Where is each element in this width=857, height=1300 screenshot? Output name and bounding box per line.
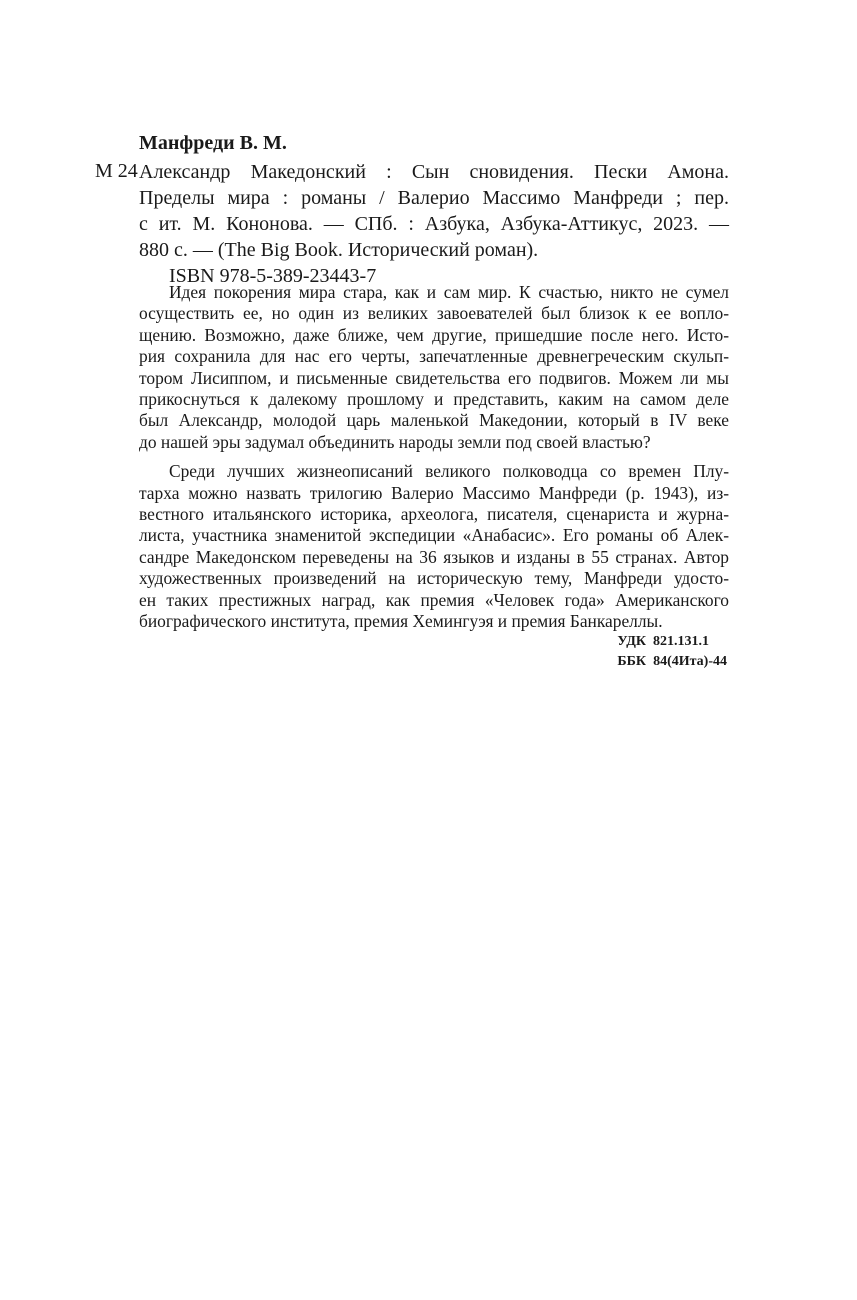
annotation-line: щению. Возможно, даже ближе, чем другие, пришедшие после него. Исто- — [139, 324, 729, 345]
paragraph-gap — [139, 453, 729, 461]
catalog-code: М 24 — [95, 160, 138, 182]
udk-code: УДК 821.131.1 — [617, 634, 710, 649]
title-line: 880 с. — (The Big Book. Исторический роман). — [139, 239, 539, 261]
annotation-line: Идея покорения мира стара, как и сам мир. К счастью, никто не сумел — [169, 282, 729, 302]
annotation-line: ен таких престижных наград, как премия «Человек года» Американского — [139, 589, 729, 610]
annotation-line: Среди лучших жизнеописаний великого полководца со времен Плу- — [169, 461, 729, 482]
author-heading: Манфреди В. М. — [139, 132, 287, 154]
annotation-line: рия сохранила для нас его черты, запечатленные древнегреческим скульп- — [139, 346, 729, 367]
classification-codes — [617, 632, 727, 672]
annotation-line: листа, участника знаменитой экспедиции «Анабасис». Его романы об Алек- — [139, 525, 729, 546]
annotation-line: биографического института, премия Хемингуэя и премия Банкареллы. — [139, 611, 663, 632]
bbk-code: ББК 84(4Ита)-44 — [617, 654, 727, 669]
isbn-line: ISBN 978-5-389-23443-7 — [169, 265, 377, 287]
annotation-line: тором Лисиппом, и письменные свидетельства его подвигов. Можем ли мы — [139, 367, 729, 388]
annotation-line: сандре Македонском переведены на 36 языков и изданы в 55 странах. Автор — [139, 546, 729, 567]
title-line: с ит. М. Кононова. — СПб. : Азбука, Азбука-Аттикус, 2023. — — [139, 213, 729, 235]
annotation-line: тарха можно назвать трилогию Валерио Массимо Манфреди (р. 1943), из- — [139, 482, 729, 503]
title-line: Александр Македонский : Сын сновидения. Пески Амона. — [139, 161, 729, 183]
annotation-line: до нашей эры задумал объединить народы земли под своей властью? — [139, 431, 651, 452]
annotation-line: был Александр, молодой царь маленькой Македонии, который в IV веке — [139, 410, 729, 431]
annotation-text — [139, 282, 729, 633]
annotation-line: прикоснуться к далекому прошлому и представить, каким на самом деле — [139, 389, 729, 410]
annotation-line: осуществить ее, но один из великих завоевателей был близок к ее вопло- — [139, 303, 729, 324]
title-line: Пределы мира : романы / Валерио Массимо Манфреди ; пер. — [139, 187, 729, 209]
bibliographic-description — [139, 159, 729, 289]
annotation-line: вестного итальянского историка, археолога, писателя, сценариста и журна- — [139, 504, 729, 525]
annotation-line: художественных произведений на историческую тему, Манфреди удосто- — [139, 568, 729, 589]
